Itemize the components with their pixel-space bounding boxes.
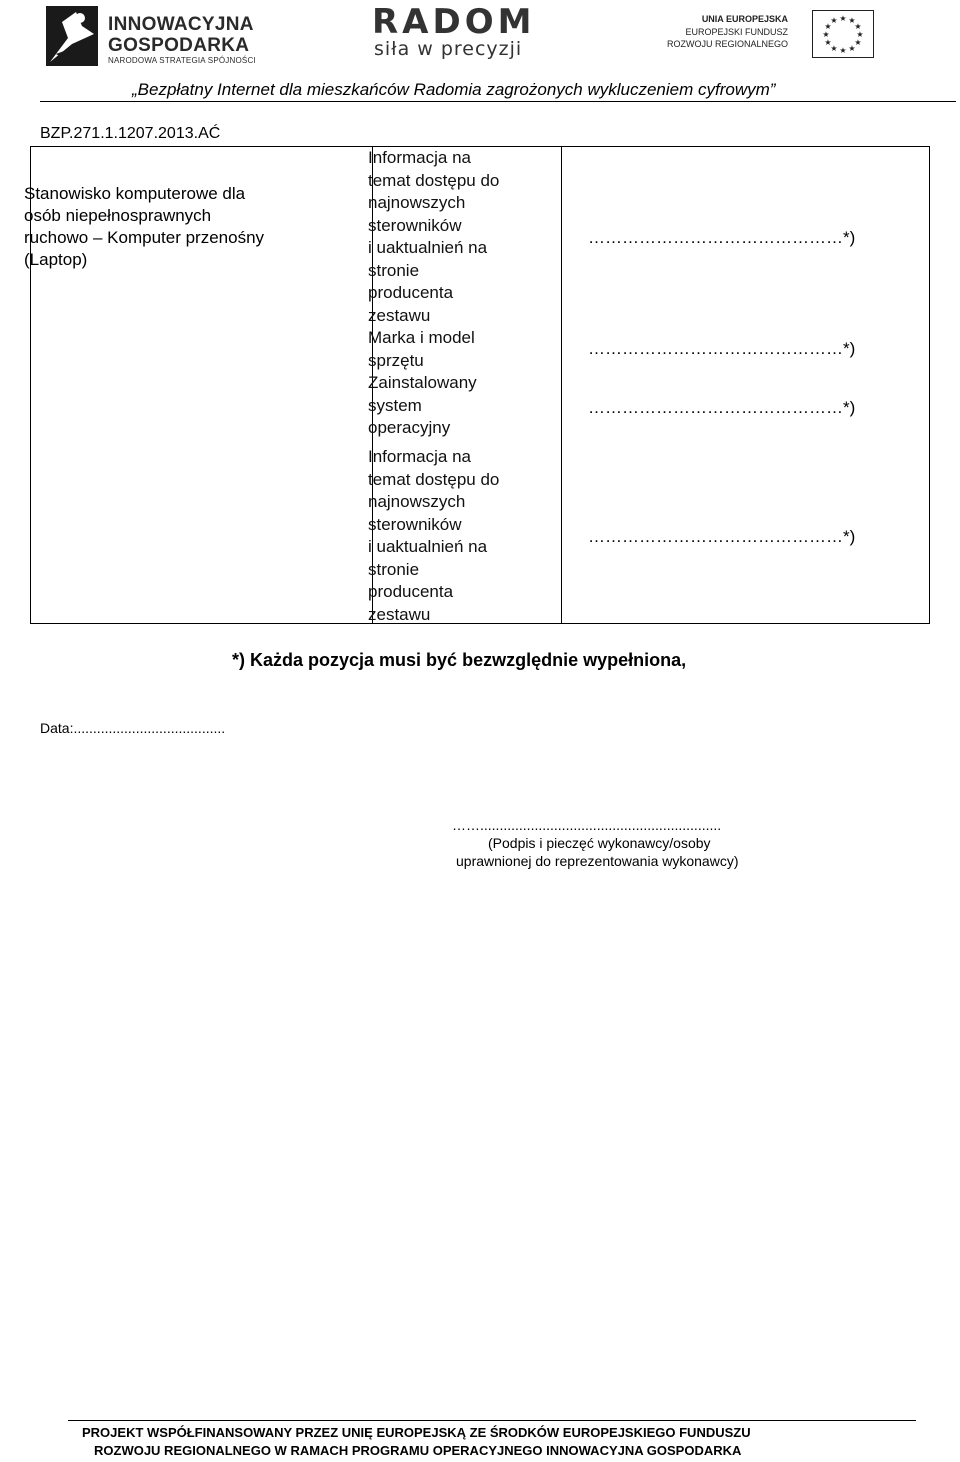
signature-caption-line1: (Podpis i pieczęć wykonawcy/osoby xyxy=(488,835,711,851)
param-line: system xyxy=(368,395,422,415)
table-cell-fill-in xyxy=(561,146,930,624)
innowacyjna-gospodarka-logo xyxy=(42,4,262,68)
fill-in-field[interactable]: ………………………………………*) xyxy=(588,398,856,417)
footer-line2: ROZWOJU REGIONALNEGO W RAMACH PROGRAMU OPERACYJNEGO INNOWACYJNA GOSPODARKA xyxy=(94,1443,742,1458)
device-name-line: osób niepełnosprawnych xyxy=(24,206,212,225)
svg-text:★: ★ xyxy=(830,44,838,53)
signature-caption-line2: uprawnionej do reprezentowania wykonawcy) xyxy=(456,853,739,869)
param-line: producenta xyxy=(368,582,454,601)
param-line: sprzętu xyxy=(368,350,424,370)
svg-text:★: ★ xyxy=(822,30,830,39)
param-line: zestawu xyxy=(368,604,431,624)
header-divider xyxy=(40,101,956,102)
svg-text:★: ★ xyxy=(824,22,832,31)
eu-logo-line2: EUROPEJSKI FUNDUSZ xyxy=(685,27,788,37)
device-name-line: ruchowo – Komputer przenośny xyxy=(24,228,265,247)
param-line: sterowników xyxy=(368,215,462,235)
innowacyjna-gospodarka-emblem-icon xyxy=(42,4,102,68)
param-line: stronie xyxy=(368,559,420,579)
logo-ig-line1: INNOWACYJNA xyxy=(108,14,254,35)
param-line: najnowszych xyxy=(368,492,466,511)
svg-text:★: ★ xyxy=(848,44,856,53)
fill-in-field[interactable]: ………………………………………*) xyxy=(588,228,856,247)
mandatory-note: *) Każda pozycja musi być bezwzględnie wypełniona, xyxy=(232,650,687,670)
param-drivers-info-2 xyxy=(368,446,533,626)
param-line: producenta xyxy=(368,283,454,302)
svg-text:★: ★ xyxy=(854,22,862,31)
svg-text:★: ★ xyxy=(824,38,832,47)
param-line: stronie xyxy=(368,260,420,280)
param-line: zestawu xyxy=(368,305,431,325)
radom-logo xyxy=(372,2,536,64)
signature-line[interactable]: …….............................................................. xyxy=(452,817,722,833)
param-line: i uaktualnień na xyxy=(368,238,488,257)
param-line: Informacja na xyxy=(368,148,471,167)
logo-ig-line2: GOSPODARKA xyxy=(108,35,250,56)
fill-in-field[interactable]: ………………………………………*) xyxy=(588,339,856,358)
param-line: Marka i model xyxy=(368,328,475,347)
param-operating-system xyxy=(368,372,533,440)
param-line: sterowników xyxy=(368,514,462,534)
param-line: Zainstalowany xyxy=(368,373,477,392)
svg-text:★: ★ xyxy=(839,14,847,23)
param-line: temat dostępu do xyxy=(368,469,500,489)
svg-text:★: ★ xyxy=(856,30,864,39)
svg-text:★: ★ xyxy=(839,46,847,55)
fill-in-field[interactable]: ………………………………………*) xyxy=(588,527,856,546)
param-line: operacyjny xyxy=(368,418,451,437)
radom-logo-brand: RADOM xyxy=(372,2,536,42)
svg-text:★: ★ xyxy=(854,38,862,47)
eu-flag-icon xyxy=(812,10,874,58)
svg-text:★: ★ xyxy=(830,16,838,25)
eu-logo-line3: ROZWOJU REGIONALNEGO xyxy=(666,39,788,49)
device-name-line: Stanowisko komputerowe dla xyxy=(24,184,246,203)
param-line: najnowszych xyxy=(368,193,466,212)
logo-ig-line3: NARODOWA STRATEGIA SPÓJNOŚCI xyxy=(108,56,256,65)
device-name-line: (Laptop) xyxy=(24,250,88,269)
project-title: „Bezpłatny Internet dla mieszkańców Radomia zagrożonych wykluczeniem cyfrowym” xyxy=(132,80,776,99)
param-drivers-info-1 xyxy=(368,147,533,327)
date-field[interactable]: Data:....................................... xyxy=(40,720,226,736)
footer-line1: PROJEKT WSPÓŁFINANSOWANY PRZEZ UNIĘ EUROPEJSKĄ ZE ŚRODKÓW EUROPEJSKIEGO FUNDUSZU xyxy=(82,1425,751,1440)
param-line: i uaktualnień na xyxy=(368,537,488,556)
param-line: Informacja na xyxy=(368,447,471,466)
svg-text:★: ★ xyxy=(848,16,856,25)
param-line: temat dostępu do xyxy=(368,170,500,190)
eu-logo xyxy=(668,10,874,62)
param-brand-model xyxy=(368,327,533,372)
device-name xyxy=(24,183,324,271)
reference-number: BZP.271.1.1207.2013.AĆ xyxy=(40,125,221,142)
eu-logo-line1: UNIA EUROPEJSKA xyxy=(701,14,788,24)
radom-logo-tagline: siła w precyzji xyxy=(374,38,523,60)
footer-divider xyxy=(68,1420,916,1421)
